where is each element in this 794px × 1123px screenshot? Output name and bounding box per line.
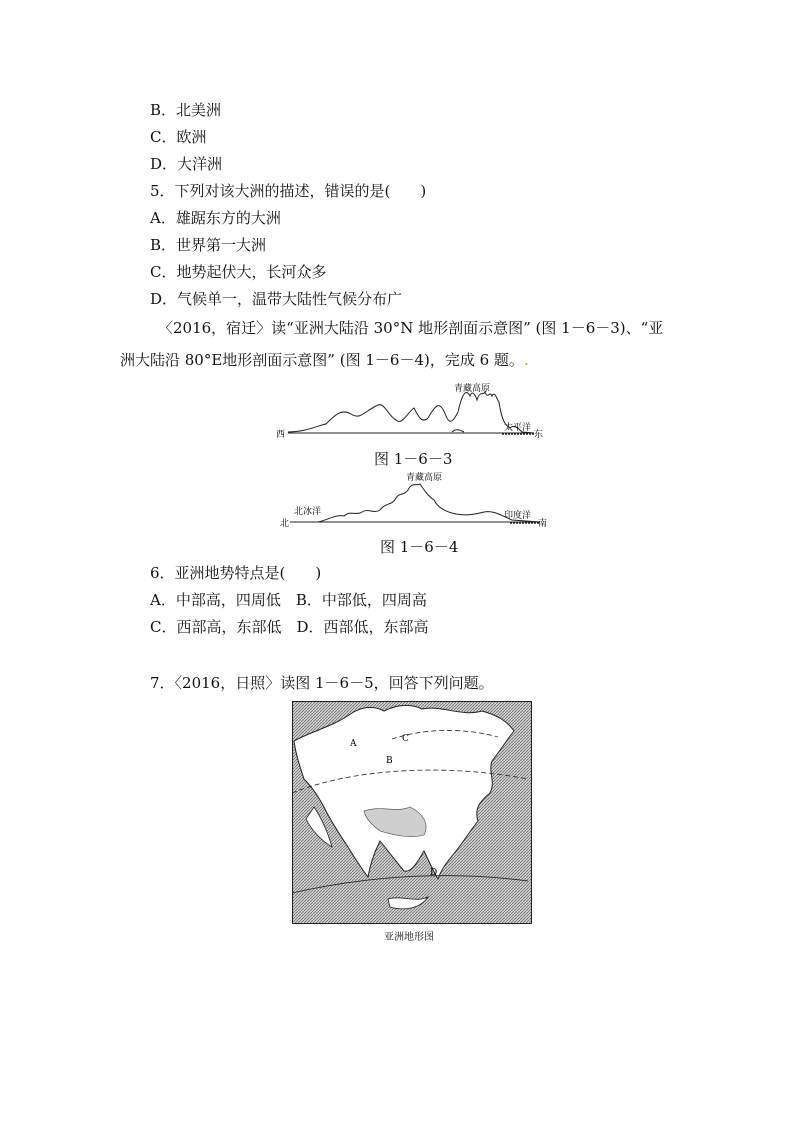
map-label-b: B	[386, 756, 393, 766]
intro-6-dot: .	[523, 351, 529, 369]
map-caption: 亚洲地形图	[384, 932, 434, 943]
map-label-d: D	[430, 868, 438, 878]
option-4c: C．欧洲	[150, 128, 207, 146]
profile-80e-figure	[278, 470, 550, 532]
profile-30n-figure	[276, 382, 546, 442]
fig1-plateau-label: 青藏高原	[454, 384, 491, 394]
fig2-caption: 图 1－6－4	[380, 538, 459, 556]
option-4d: D．大洋洲	[150, 155, 223, 173]
fig2-indian-label: 印度洋	[504, 511, 532, 521]
map-label-a: A	[350, 739, 357, 749]
question-5: 5．下列对该大洲的描述，错误的是( )	[150, 182, 427, 200]
fig1-west-label: 西	[276, 430, 286, 440]
question-6-options-row-2: C．西部高，东部低 D．西部低，东部高	[150, 618, 429, 636]
question-6: 6．亚洲地势特点是( )	[150, 564, 322, 582]
option-5d: D．气候单一，温带大陆性气候分布广	[150, 290, 403, 308]
option-5b: B．世界第一大洲	[150, 236, 267, 254]
option-4b: B．北美洲	[150, 101, 222, 119]
fig2-south-label: 南	[538, 519, 548, 529]
map-label-c: C	[402, 734, 409, 744]
intro-6-text: 洲大陆沿 80°E地形剖面示意图” (图 1－6－4)，完成 6 题。	[120, 351, 524, 369]
fig2-plateau-label: 青藏高原	[406, 473, 443, 483]
intro-6-line-2	[120, 350, 529, 370]
asia-terrain-map	[292, 701, 532, 925]
question-7: 7．〈2016，日照〉读图 1－6－5，回答下列问题。	[150, 674, 494, 692]
intro-6-line-1: 〈2016，宿迁〉读“亚洲大陆沿 30°N 地形剖面示意图” (图 1－6－3)、“亚	[158, 319, 664, 337]
fig2-north-label: 北	[280, 519, 290, 529]
question-6-options-row-1: A．中部高，四周低 B．中部低，四周高	[150, 591, 427, 609]
fig1-east-label: 东	[534, 430, 544, 440]
fig1-caption: 图 1－6－3	[374, 450, 453, 468]
fig2-arctic-label: 北冰洋	[294, 507, 322, 517]
option-5c: C．地势起伏大，长河众多	[150, 263, 327, 281]
option-5a: A．雄踞东方的大洲	[150, 209, 281, 227]
fig1-ocean-label: 太平洋	[504, 423, 532, 433]
